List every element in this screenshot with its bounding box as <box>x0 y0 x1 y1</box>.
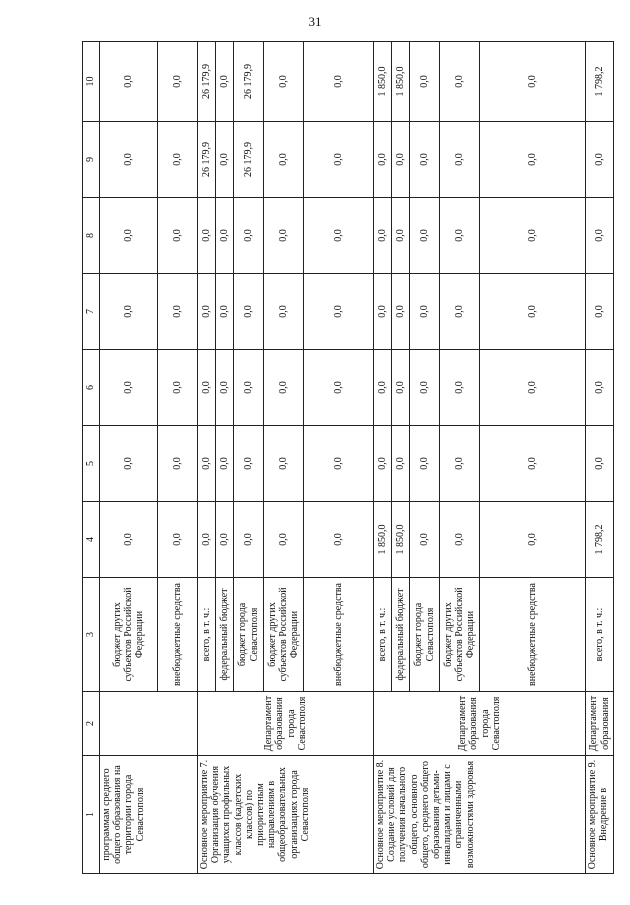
value-cell: 0,0 <box>440 350 480 426</box>
header-cell: 5 <box>83 426 100 502</box>
rotated-table-frame <box>82 42 611 874</box>
value-cell: 0,0 <box>392 350 410 426</box>
value-cell: 0,0 <box>198 426 216 502</box>
value-cell: 26 179,9 <box>234 122 264 198</box>
value-cell: 0,0 <box>374 350 392 426</box>
value-cell: 0,0 <box>304 274 374 350</box>
value-cell: 0,0 <box>216 274 234 350</box>
source-cell: бюджет других субъектов Российской Федерации <box>100 578 158 692</box>
value-cell: 0,0 <box>158 198 198 274</box>
value-cell: 0,0 <box>264 274 304 350</box>
value-cell: 0,0 <box>374 198 392 274</box>
value-cell: 0,0 <box>440 426 480 502</box>
value-cell: 0,0 <box>264 42 304 122</box>
value-cell: 0,0 <box>586 198 614 274</box>
header-cell: 3 <box>83 578 100 692</box>
value-cell: 0,0 <box>440 42 480 122</box>
value-cell: 26 179,9 <box>198 42 216 122</box>
value-cell: 0,0 <box>410 198 440 274</box>
value-cell: 0,0 <box>100 350 158 426</box>
page-number: 31 <box>308 14 322 29</box>
value-cell: 0,0 <box>440 274 480 350</box>
value-cell: 0,0 <box>374 426 392 502</box>
value-cell: 0,0 <box>216 350 234 426</box>
value-cell: 0,0 <box>158 350 198 426</box>
value-cell: 0,0 <box>586 350 614 426</box>
header-cell: 8 <box>83 198 100 274</box>
event-cell: программам среднего общего образования на территории города Севастополя <box>100 756 198 874</box>
table-row <box>100 42 158 874</box>
executor-cell: Департамент образования <box>586 692 614 756</box>
executor-cell: Департамент образования города Севастополя <box>374 692 586 756</box>
value-cell: 0,0 <box>234 274 264 350</box>
source-cell: всего, в т. ч.: <box>374 578 392 692</box>
value-cell: 0,0 <box>216 122 234 198</box>
table-row <box>374 42 392 874</box>
value-cell: 0,0 <box>234 198 264 274</box>
value-cell: 0,0 <box>216 426 234 502</box>
value-cell: 0,0 <box>198 502 216 578</box>
source-cell: бюджет других субъектов Российской Федерации <box>264 578 304 692</box>
value-cell: 0,0 <box>100 42 158 122</box>
header-cell: 10 <box>83 42 100 122</box>
value-cell: 0,0 <box>304 350 374 426</box>
value-cell: 0,0 <box>198 274 216 350</box>
value-cell: 0,0 <box>304 426 374 502</box>
source-cell: внебюджетные средства <box>158 578 198 692</box>
value-cell: 1 798,2 <box>586 502 614 578</box>
value-cell: 0,0 <box>264 198 304 274</box>
value-cell: 0,0 <box>264 426 304 502</box>
value-cell: 0,0 <box>480 502 586 578</box>
value-cell: 0,0 <box>100 122 158 198</box>
value-cell: 1 798,2 <box>586 42 614 122</box>
value-cell: 0,0 <box>410 502 440 578</box>
value-cell: 0,0 <box>234 350 264 426</box>
value-cell: 0,0 <box>440 198 480 274</box>
value-cell: 0,0 <box>198 350 216 426</box>
value-cell: 0,0 <box>264 502 304 578</box>
executor-cell <box>100 692 198 756</box>
value-cell: 0,0 <box>158 502 198 578</box>
value-cell: 0,0 <box>480 198 586 274</box>
executor-cell: Департамент образования города Севастополя <box>198 692 374 756</box>
value-cell: 0,0 <box>216 42 234 122</box>
value-cell: 0,0 <box>480 426 586 502</box>
table-header-row <box>83 42 100 874</box>
value-cell: 0,0 <box>304 42 374 122</box>
header-cell: 6 <box>83 350 100 426</box>
header-cell: 4 <box>83 502 100 578</box>
value-cell: 0,0 <box>374 122 392 198</box>
table-row <box>586 42 614 874</box>
value-cell: 0,0 <box>100 426 158 502</box>
value-cell: 0,0 <box>100 502 158 578</box>
value-cell: 0,0 <box>216 198 234 274</box>
header-cell: 9 <box>83 122 100 198</box>
event-cell: Основное мероприятие 8. Создание условий для получения начального общего, основного общего, среднего общего образования детьми-инвалидами и лицами с ограниченными возможностями здоровья <box>374 756 586 874</box>
value-cell: 0,0 <box>440 502 480 578</box>
value-cell: 0,0 <box>304 198 374 274</box>
value-cell: 0,0 <box>586 122 614 198</box>
event-cell: Основное мероприятие 9. Внедрение в <box>586 756 614 874</box>
value-cell: 0,0 <box>304 122 374 198</box>
funding-table <box>82 41 614 874</box>
value-cell: 0,0 <box>410 426 440 502</box>
value-cell: 0,0 <box>234 426 264 502</box>
value-cell: 0,0 <box>410 350 440 426</box>
value-cell: 1 850,0 <box>392 42 410 122</box>
value-cell: 26 179,9 <box>198 122 216 198</box>
header-cell: 7 <box>83 274 100 350</box>
value-cell: 26 179,9 <box>234 42 264 122</box>
header-cell: 2 <box>83 692 100 756</box>
value-cell: 0,0 <box>440 122 480 198</box>
event-cell: Основное мероприятие 7. Организация обучения учащихся профильных классов (кадетских классов) по приоритетным направлениям в общеобразовательных организациях города Севастополя <box>198 756 374 874</box>
value-cell: 0,0 <box>158 42 198 122</box>
source-cell: федеральный бюджет <box>392 578 410 692</box>
value-cell: 0,0 <box>100 198 158 274</box>
source-cell: бюджет города Севастополя <box>410 578 440 692</box>
value-cell: 0,0 <box>392 274 410 350</box>
source-cell: федеральный бюджет <box>216 578 234 692</box>
table-row <box>198 42 216 874</box>
value-cell: 0,0 <box>264 122 304 198</box>
value-cell: 0,0 <box>264 350 304 426</box>
value-cell: 0,0 <box>198 198 216 274</box>
value-cell: 0,0 <box>158 274 198 350</box>
source-cell: внебюджетные средства <box>480 578 586 692</box>
value-cell: 0,0 <box>586 274 614 350</box>
value-cell: 0,0 <box>374 274 392 350</box>
value-cell: 0,0 <box>480 274 586 350</box>
value-cell: 0,0 <box>480 42 586 122</box>
value-cell: 0,0 <box>100 274 158 350</box>
value-cell: 0,0 <box>392 426 410 502</box>
value-cell: 0,0 <box>410 274 440 350</box>
value-cell: 0,0 <box>586 426 614 502</box>
source-cell: всего, в т. ч.: <box>586 578 614 692</box>
value-cell: 0,0 <box>392 122 410 198</box>
value-cell: 0,0 <box>480 122 586 198</box>
value-cell: 1 850,0 <box>374 42 392 122</box>
value-cell: 0,0 <box>158 122 198 198</box>
header-cell: 1 <box>83 756 100 874</box>
value-cell: 0,0 <box>392 198 410 274</box>
value-cell: 0,0 <box>304 502 374 578</box>
value-cell: 0,0 <box>158 426 198 502</box>
value-cell: 0,0 <box>216 502 234 578</box>
value-cell: 0,0 <box>234 502 264 578</box>
value-cell: 0,0 <box>480 350 586 426</box>
table-container <box>82 42 611 874</box>
value-cell: 0,0 <box>410 42 440 122</box>
value-cell: 1 850,0 <box>392 502 410 578</box>
source-cell: внебюджетные средства <box>304 578 374 692</box>
source-cell: бюджет города Севастополя <box>234 578 264 692</box>
value-cell: 0,0 <box>410 122 440 198</box>
source-cell: бюджет других субъектов Российской Федерации <box>440 578 480 692</box>
value-cell: 1 850,0 <box>374 502 392 578</box>
source-cell: всего, в т. ч.: <box>198 578 216 692</box>
